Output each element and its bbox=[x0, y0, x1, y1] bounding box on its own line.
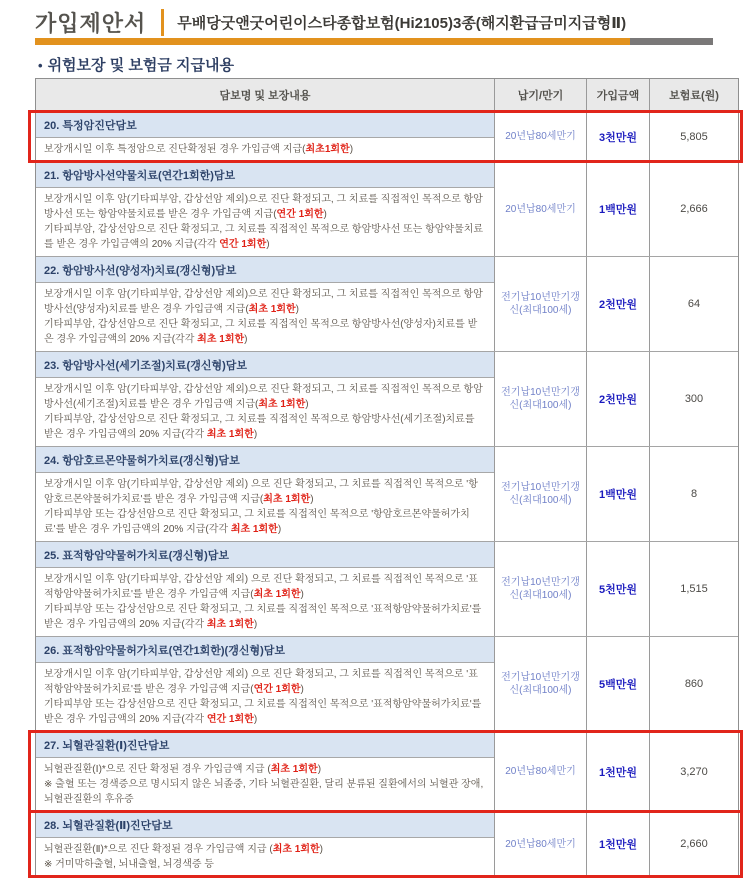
coverage-description bbox=[36, 188, 494, 256]
description-line bbox=[44, 762, 486, 777]
section-title-label: 위험보장 및 보험금 지급내용 bbox=[47, 57, 234, 74]
coverage-description bbox=[36, 568, 494, 636]
emphasis-red-text: 연간 1회한 bbox=[253, 684, 301, 695]
description-line bbox=[44, 507, 486, 537]
description-text: ) bbox=[295, 304, 299, 315]
coverage-cell bbox=[36, 637, 494, 731]
term-cell: 전기납10년만기갱신(최대100세) bbox=[494, 352, 586, 446]
emphasis-red-text: 연간 1회한 bbox=[276, 209, 324, 220]
description-line bbox=[44, 142, 486, 157]
description-text: ) bbox=[317, 764, 322, 775]
premium-cell: 2,660 bbox=[649, 812, 738, 876]
coverage-description bbox=[36, 138, 494, 161]
emphasis-red-text: 최초 1회한 bbox=[206, 429, 254, 440]
description-line bbox=[44, 192, 486, 222]
coverage-row bbox=[36, 447, 738, 542]
coverage-title: 26. 표적항암약물허가치료(연간1회한)(갱신형)담보 bbox=[36, 637, 494, 663]
accent-bar-gray bbox=[630, 38, 713, 45]
description-line bbox=[44, 842, 486, 857]
section-title bbox=[38, 54, 234, 75]
description-text: ※ 거미막하출혈, 뇌내출혈, 뇌경색증 등 bbox=[44, 859, 214, 870]
coverage-description bbox=[36, 838, 494, 876]
description-text: 기타피부암 또는 갑상선암으로 진단 확정되고, 그 치료를 직접적인 목적으로 '표적항암약물허가치료'를 받은 경우 가입금액의 20% 지급(각각 bbox=[44, 604, 482, 630]
description-line bbox=[44, 777, 486, 807]
description-line bbox=[44, 317, 486, 347]
coverage-row bbox=[36, 812, 738, 877]
description-text: ) bbox=[319, 844, 324, 855]
coverage-cell bbox=[36, 162, 494, 256]
emphasis-red-text: 최초 1회한 bbox=[272, 844, 320, 855]
term-cell: 전기납10년만기갱신(최대100세) bbox=[494, 447, 586, 541]
coverage-row bbox=[36, 732, 738, 812]
description-line bbox=[44, 697, 486, 727]
description-line bbox=[44, 412, 486, 442]
term-cell: 전기납10년만기갱신(최대100세) bbox=[494, 257, 586, 351]
coverage-cell bbox=[36, 542, 494, 636]
coverage-title: 23. 항암방사선(세기조절)치료(갱신형)담보 bbox=[36, 352, 494, 378]
coverage-title: 20. 특정암진단담보 bbox=[36, 112, 494, 138]
description-text: ) bbox=[253, 429, 258, 440]
description-line bbox=[44, 667, 486, 697]
emphasis-red-text: 최초 1회한 bbox=[230, 524, 278, 535]
emphasis-red-text: 최초 1회한 bbox=[258, 399, 306, 410]
coverage-description bbox=[36, 758, 494, 811]
amount-cell: 2천만원 bbox=[586, 352, 649, 446]
description-text: ) bbox=[305, 399, 309, 410]
column-header-coverage: 담보명 및 보장내용 bbox=[219, 90, 311, 102]
description-text: 보장개시일 이후 암(기타피부암, 갑상선암 제외)으로 진단 확정되고, 그 치료를 직접적인 목적으로 항암방사선(세기조절)치료를 받은 경우 가입금액 지급( bbox=[44, 384, 483, 410]
description-text: ) bbox=[300, 684, 304, 695]
description-text: ) bbox=[310, 494, 314, 505]
description-text: 보장개시일 이후 암(기타피부암, 갑상선암 제외) 으로 진단 확정되고, 그 치료를 직접적인 목적으로 '표적항암약물허가치료'를 받은 경우 가입금액 지급( bbox=[44, 574, 478, 600]
document-header bbox=[35, 7, 626, 38]
coverage-cell bbox=[36, 812, 494, 876]
coverage-description bbox=[36, 378, 494, 446]
bullet-icon: • bbox=[38, 58, 43, 73]
description-text: 보장개시일 이후 암(기타피부암, 갑상선암 제외)으로 진단 확정되고, 그 치료를 직접적인 목적으로 항암방사선 또는 항암약물치료를 받은 경우 가입금액 지급( bbox=[44, 194, 483, 220]
description-text: ) bbox=[349, 144, 354, 155]
amount-cell: 1천만원 bbox=[586, 732, 649, 811]
table-header-row bbox=[36, 79, 738, 112]
coverage-cell bbox=[36, 352, 494, 446]
description-text: 기타피부암, 갑상선암으로 진단 확정되고, 그 치료를 직접적인 목적으로 항암방사선(세기조절)치료를 받은 경우 가입금액의 20% 지급(각각 bbox=[44, 414, 475, 440]
accent-bar bbox=[35, 38, 713, 45]
description-text: 기타피부암 또는 갑상선암으로 진단 확정되고, 그 치료를 직접적인 목적으로 '표적항암약물허가치료'를 받은 경우 가입금액의 20% 지급(각각 bbox=[44, 699, 482, 725]
coverage-row bbox=[36, 352, 738, 447]
coverage-description bbox=[36, 473, 494, 541]
emphasis-red-text: 최초 1회한 bbox=[270, 764, 318, 775]
description-text: 보장개시일 이후 암(기타피부암, 갑상선암 제외)으로 진단 확정되고, 그 치료를 직접적인 목적으로 항암방사선(양성자)치료를 받은 경우 가입금액 지급( bbox=[44, 289, 483, 315]
coverage-row bbox=[36, 257, 738, 352]
premium-cell: 5,805 bbox=[649, 112, 738, 161]
description-text: 보장개시일 이후 암(기타피부암, 갑상선암 제외) 으로 진단 확정되고, 그 치료를 직접적인 목적으로 '표적항암약물허가치료'를 받은 경우 가입금액 지급( bbox=[44, 669, 478, 695]
emphasis-red-text: 최초 1회한 bbox=[206, 619, 254, 630]
description-text: ) bbox=[300, 589, 304, 600]
amount-cell: 5백만원 bbox=[586, 637, 649, 731]
amount-cell: 1백만원 bbox=[586, 447, 649, 541]
premium-cell: 8 bbox=[649, 447, 738, 541]
description-line bbox=[44, 572, 486, 602]
table-body bbox=[36, 112, 738, 877]
description-text: 보장개시일 이후 특정암으로 진단확정된 경우 가입금액 지급( bbox=[44, 144, 306, 155]
coverage-title: 21. 항암방사선약물치료(연간1회한)담보 bbox=[36, 162, 494, 188]
term-cell: 전기납10년만기갱신(최대100세) bbox=[494, 542, 586, 636]
amount-cell: 1천만원 bbox=[586, 812, 649, 876]
coverage-row bbox=[36, 637, 738, 732]
description-text: ) bbox=[266, 239, 270, 250]
description-text: ) bbox=[323, 209, 327, 220]
coverage-title: 25. 표적항암약물허가치료(갱신형)담보 bbox=[36, 542, 494, 568]
description-line bbox=[44, 222, 486, 252]
column-header-term: 납기/만기 bbox=[494, 79, 586, 111]
accent-bar-orange bbox=[35, 38, 630, 45]
description-line bbox=[44, 287, 486, 317]
description-text: 뇌혈관질환(Ⅱ)*으로 진단 확정된 경우 가입금액 지급 ( bbox=[44, 844, 273, 855]
emphasis-red-text: 연간 1회한 bbox=[206, 714, 254, 725]
coverage-title: 24. 항암호르몬약물허가치료(갱신형)담보 bbox=[36, 447, 494, 473]
column-header-amount: 가입금액 bbox=[586, 79, 649, 111]
term-cell: 전기납10년만기갱신(최대100세) bbox=[494, 637, 586, 731]
description-line bbox=[44, 602, 486, 632]
emphasis-red-text: 최초1회한 bbox=[305, 144, 350, 155]
coverage-title: 27. 뇌혈관질환(Ⅰ)진단담보 bbox=[36, 732, 494, 758]
description-text: 보장개시일 이후 암(기타피부암, 갑상선암 제외) 으로 진단 확정되고, 그 치료를 직접적인 목적으로 '항암호르몬약물허가치료'를 받은 경우 가입금액 지급( bbox=[44, 479, 478, 505]
description-text: 기타피부암, 갑상선암으로 진단 확정되고, 그 치료를 직접적인 목적으로 항암방사선(양성자)치료를 받은 경우 가입금액의 20% 지급(각각 bbox=[44, 319, 478, 345]
description-text: 기타피부암, 갑상선암으로 진단 확정되고, 그 치료를 직접적인 목적으로 항암방사선 또는 항암약물치료를 받은 경우 가입금액의 20% 지급(각각 bbox=[44, 224, 484, 250]
coverage-row bbox=[36, 542, 738, 637]
coverage-cell bbox=[36, 112, 494, 161]
coverage-row bbox=[36, 162, 738, 257]
emphasis-red-text: 연간 1회한 bbox=[219, 239, 267, 250]
amount-cell: 2천만원 bbox=[586, 257, 649, 351]
coverage-cell bbox=[36, 447, 494, 541]
header-divider bbox=[161, 9, 164, 36]
premium-cell: 1,515 bbox=[649, 542, 738, 636]
emphasis-red-text: 최초 1회한 bbox=[253, 589, 301, 600]
description-text: ) bbox=[244, 334, 248, 345]
emphasis-red-text: 최초 1회한 bbox=[263, 494, 311, 505]
document-type-title: 가입제안서 bbox=[35, 11, 147, 36]
description-text: ※ 출혈 또는 경색증으로 명시되지 않은 뇌졸중, 기타 뇌혈관질환, 달리 분류된 질환에서의 뇌혈관 장애, 뇌혈관질환의 후유증 bbox=[44, 779, 484, 805]
coverage-cell bbox=[36, 732, 494, 811]
premium-cell: 2,666 bbox=[649, 162, 738, 256]
premium-cell: 300 bbox=[649, 352, 738, 446]
term-cell: 20년납80세만기 bbox=[494, 732, 586, 811]
description-line bbox=[44, 382, 486, 412]
coverage-table bbox=[35, 78, 739, 877]
description-text: ) bbox=[253, 714, 258, 725]
emphasis-red-text: 최초 1회한 bbox=[197, 334, 245, 345]
coverage-row bbox=[36, 112, 738, 162]
amount-cell: 1백만원 bbox=[586, 162, 649, 256]
amount-cell: 3천만원 bbox=[586, 112, 649, 161]
amount-cell: 5천만원 bbox=[586, 542, 649, 636]
description-text: 기타피부암 또는 갑상선암으로 진단 확정되고, 그 치료를 직접적인 목적으로 '항암호르몬약물허가치료'를 받은 경우 가입금액의 20% 지급(각각 bbox=[44, 509, 470, 535]
description-text: ) bbox=[277, 524, 282, 535]
description-line bbox=[44, 477, 486, 507]
coverage-description bbox=[36, 663, 494, 731]
coverage-title: 22. 항암방사선(양성자)치료(갱신형)담보 bbox=[36, 257, 494, 283]
premium-cell: 860 bbox=[649, 637, 738, 731]
term-cell: 20년납80세만기 bbox=[494, 162, 586, 256]
product-name: 무배당굿앤굿어린이스타종합보험(Hi2105)3종(해지환급금미지급형Ⅱ) bbox=[177, 15, 627, 32]
column-header-premium: 보험료(원) bbox=[649, 79, 738, 111]
coverage-description bbox=[36, 283, 494, 351]
term-cell: 20년납80세만기 bbox=[494, 112, 586, 161]
term-cell: 20년납80세만기 bbox=[494, 812, 586, 876]
coverage-title: 28. 뇌혈관질환(Ⅱ)진단담보 bbox=[36, 812, 494, 838]
premium-cell: 64 bbox=[649, 257, 738, 351]
description-line bbox=[44, 857, 486, 872]
description-text: 뇌혈관질환(Ⅰ)*으로 진단 확정된 경우 가입금액 지급 ( bbox=[44, 764, 271, 775]
description-text: ) bbox=[253, 619, 258, 630]
premium-cell: 3,270 bbox=[649, 732, 738, 811]
emphasis-red-text: 최초 1회한 bbox=[248, 304, 296, 315]
coverage-cell bbox=[36, 257, 494, 351]
